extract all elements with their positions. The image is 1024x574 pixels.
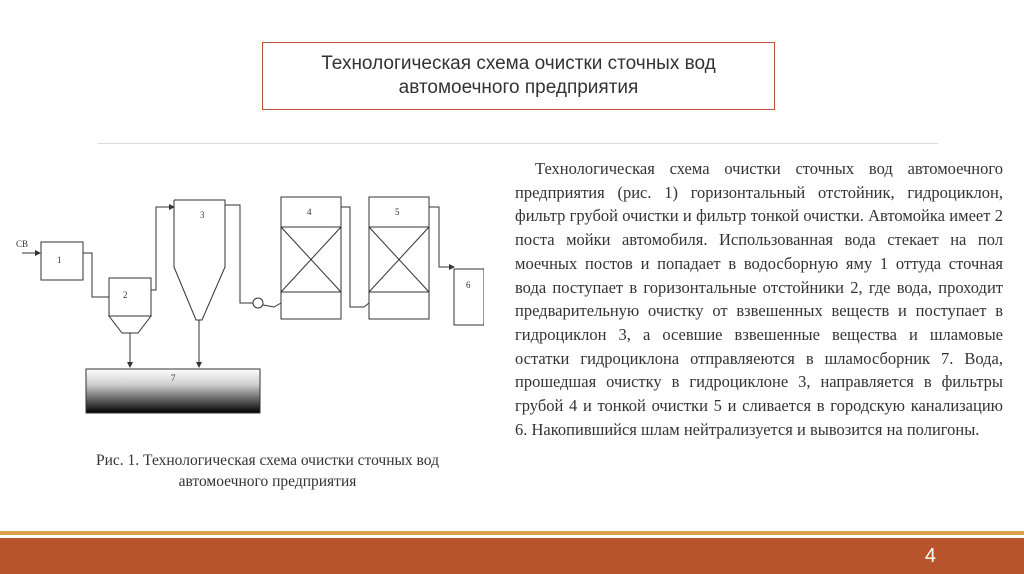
settler-box [109,278,151,316]
slide-title-line-2: автомоечного предприятия [398,77,639,98]
description-paragraph: Технологическая схема очистки сточных вод автомоечного предприятия (рис. 1) горизонтальный отстойник, гидроциклон, фильтр грубой очистки и фильтр тонкой очистки. Автомойка имеет 2 поста мойки автомобиля. Использованная вода стекает на пол моечных постов и попадает в водосборную яму 1 оттуда сточная вода поступает в горизонтальные отстойники 2, где вода, проходит предварительную очистку от взвешенных веществ и поступает в гидроциклон 3, а осевшие взвешенные вещества и шламовые остатки гидроциклона отправляеются в шламосборник 7. Вода, прошедшая очистку в гидроциклоне 3, направляется в фильтры грубой 4 и тонкой очистки 5 и сливается в городскую канализацию 6. Накопившийся шлам нейтрализуется и вывозится на полигоны. [515,159,1003,439]
figure-caption [40,450,495,492]
slide-title-box [262,42,775,110]
label-2: 2 [123,290,128,300]
pipe-2-3 [151,207,174,290]
figure-caption-line-2: автомоечного предприятия [178,473,357,490]
collection-pit-box [41,242,83,280]
label-4: 4 [307,207,312,217]
label-1: 1 [57,255,62,265]
label-6: 6 [466,280,471,290]
process-diagram [14,195,484,430]
pipe-3-4 [225,205,281,307]
figure-caption-line-1: Рис. 1. Технологическая схема очистки сточных вод [96,452,439,469]
title-divider [98,143,938,144]
slide-title-line-1: Технологическая схема очистки сточных вод [321,53,716,74]
sewer-box [454,269,484,325]
description-text [515,157,1003,441]
page-number: 4 [924,545,936,567]
label-5: 5 [395,207,400,217]
pump-icon [253,298,263,308]
pipe-5-6 [429,207,454,267]
pipe-4-5 [341,207,369,307]
label-7: 7 [171,373,176,383]
settler-cone [109,316,151,333]
footer-accent-line [0,531,1024,535]
footer-bar [0,538,1024,574]
inlet-label: СВ [16,239,29,249]
label-3: 3 [200,210,205,220]
